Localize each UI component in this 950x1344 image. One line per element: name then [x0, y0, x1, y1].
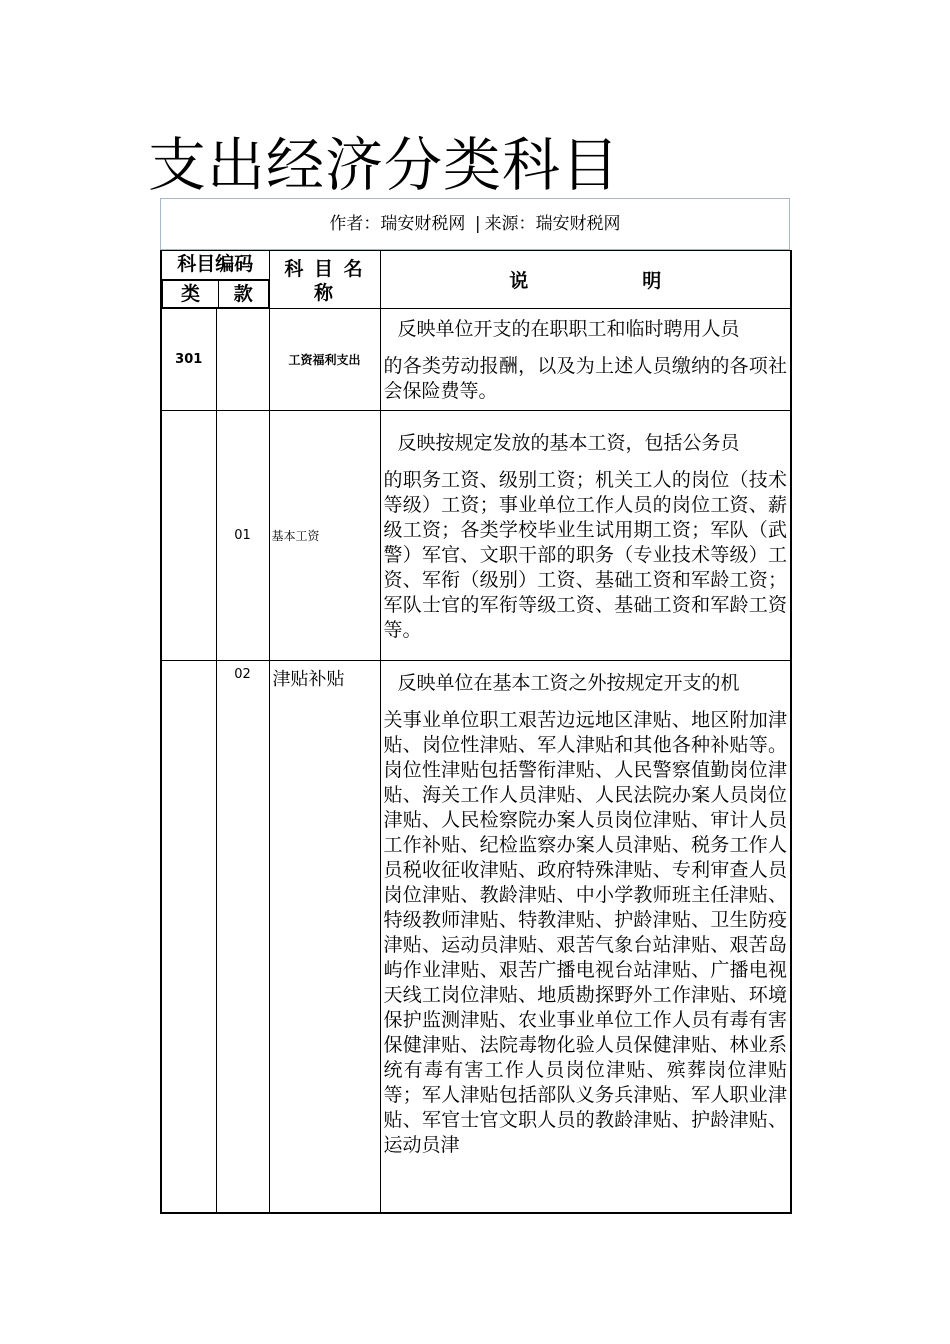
description-first-line: 反映单位开支的在职职工和临时聘用人员 — [397, 318, 740, 340]
description-text: 关事业单位职工艰苦边远地区津贴、地区附加津贴、岗位性津贴、军人津贴和其他各种补贴等。岗位性津贴包括警衔津贴、人民警察值勤岗位津贴、海关工作人员津贴、人民法院办案人员岗位津贴、人民检察院办案人员岗位津贴、审计人员工作补贴、纪检监察办案人员津贴、税务工作人员税收征收津贴、政府特殊津贴、专利审查人员岗位津贴、教龄津贴、中小学教师班主任津贴、特级教师津贴、特教津贴、护龄津贴、卫生防疫津贴、运动员津贴、艰苦气象台站津贴、艰苦岛屿作业津贴、艰苦广播电视台站津贴、广播电视天线工岗位津贴、地质勘探野外工作津贴、环境保护监测津贴、农业事业单位工作人员有毒有害保健津贴、法院毒物化验人员保健津贴、林业系统有毒有害工作人员岗位津贴、殡葬岗位津贴等；军人津贴包括部队义务兵津贴、军人职业津贴、军官士官文职人员的教龄津贴、护龄津贴、运动员津 — [383, 709, 787, 1156]
item-code-cell: 01 — [216, 411, 269, 661]
description-first-line: 反映按规定发放的基本工资，包括公务员 — [397, 431, 740, 454]
description-header: 说 明 — [380, 251, 791, 309]
byline-separator: | — [474, 214, 481, 234]
description-text: 的各类劳动报酬，以及为上述人员缴纳的各项社会保险费等。 — [383, 355, 787, 402]
description-first-line: 反映单位在基本工资之外按规定开支的机 — [397, 672, 740, 694]
name-header: 科 目 名 称 — [269, 251, 380, 309]
subject-name-cell: 基本工资 — [269, 411, 380, 661]
class-code-cell: 301 — [161, 309, 216, 411]
page-title: 支出经济分类科目 — [148, 131, 621, 199]
source-label: 来源： — [484, 214, 536, 234]
description-cell — [380, 309, 791, 411]
code-header-cell — [161, 251, 269, 309]
table-header-row — [161, 251, 791, 309]
author-label: 作者： — [329, 214, 381, 234]
source-link[interactable]: 瑞安财税网 — [535, 214, 621, 234]
class-header: 类 — [163, 281, 219, 308]
description-cell — [380, 661, 791, 1213]
code-group-header: 科目编码 — [162, 251, 269, 280]
table-row — [161, 309, 791, 411]
description-text: 的职务工资、级别工资；机关工人的岗位（技术等级）工资；事业单位工作人员的岗位工资、薪级工资；各类学校毕业生试用期工资；军队（武警）军官、文职干部的职务（专业技术等级）工资、军衔（级别）工资、基础工资和军龄工资；军队士官的军衔等级工资、基础工资和军龄工资等。 — [383, 468, 787, 641]
subject-name-cell: 津贴补贴 — [269, 661, 380, 1213]
subject-name-cell: 工资福利支出 — [269, 309, 380, 411]
class-code-cell — [161, 661, 216, 1213]
description-cell — [380, 411, 791, 661]
byline — [160, 198, 790, 250]
item-code-cell — [216, 309, 269, 411]
item-header: 款 — [219, 281, 269, 308]
author-link[interactable]: 瑞安财税网 — [380, 214, 466, 234]
table-row — [161, 661, 791, 1213]
classification-table — [160, 250, 792, 1214]
item-code-cell: 02 — [216, 661, 269, 1213]
class-code-cell — [161, 411, 216, 661]
table-row — [161, 411, 791, 661]
code-subheader — [162, 280, 269, 308]
